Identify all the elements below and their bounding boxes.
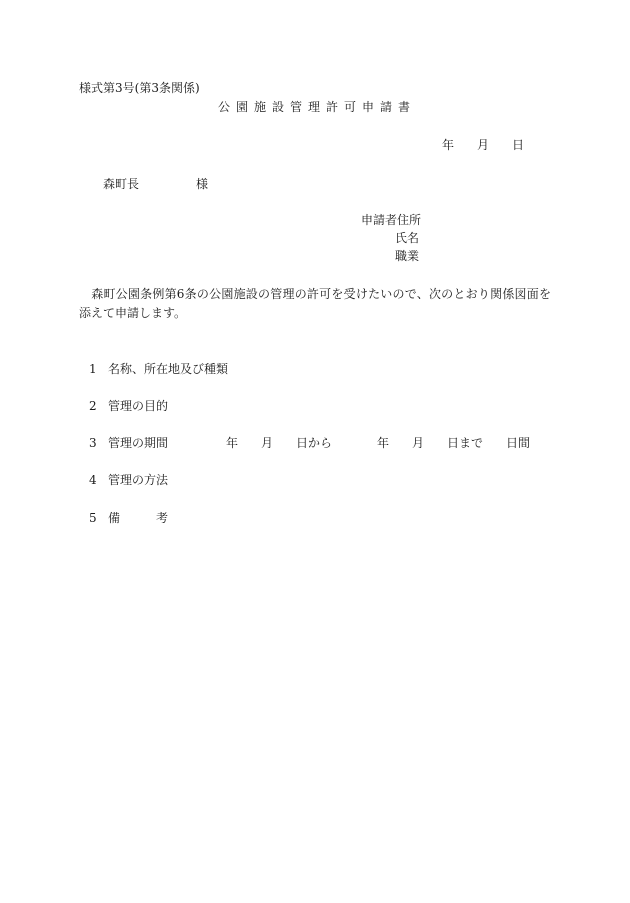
period-end-month: 月 [412,436,425,450]
item-label-name-location-type: 名称、所在地及び種類 [108,362,229,376]
addressee-honorific: 様 [196,177,209,191]
period-end-day: 日まで [447,436,484,450]
applicant-name-label: 氏名 [395,231,420,245]
item-label-remarks-suffix: 考 [156,511,169,525]
item-number: 3 [89,436,97,450]
period-start-month: 月 [261,436,274,450]
period-end-year: 年 [377,436,390,450]
item-number: 2 [89,399,97,413]
period-days: 日間 [506,436,531,450]
applicant-occupation-label: 職業 [395,249,420,263]
period-start-year: 年 [226,436,239,450]
item-label-period: 管理の期間 [108,436,169,450]
date-month-label: 月 [477,138,490,152]
period-start-day: 日から [296,436,333,450]
addressee-name: 森町長 [103,177,140,191]
item-number: 4 [89,473,97,487]
document-title: 公園施設管理許可申請書 [218,100,417,114]
date-day-label: 日 [512,138,525,152]
item-label-method: 管理の方法 [108,473,169,487]
form-number: 様式第3号(第3条関係) [79,81,200,95]
item-label-purpose: 管理の目的 [108,399,169,413]
item-number: 5 [89,511,97,525]
application-statement: 森町公園条例第6条の公園施設の管理の許可を受けたいので、次のとおり関係図面を添えて申請します。 [79,287,551,320]
item-label-remarks: 備 [108,511,121,525]
applicant-address-label: 申請者住所 [361,213,422,227]
item-number: 1 [89,362,97,376]
date-year-label: 年 [442,138,455,152]
